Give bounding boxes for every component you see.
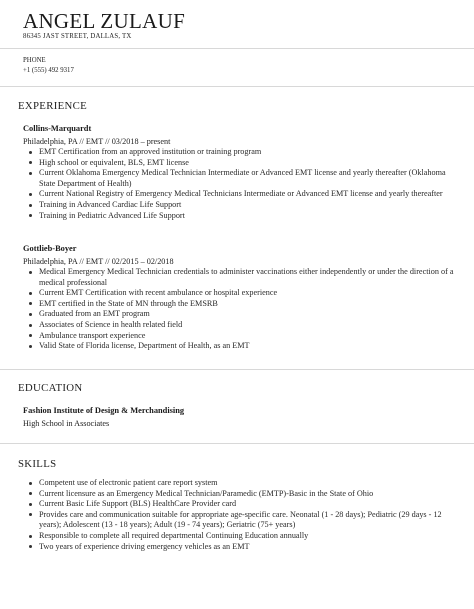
candidate-address: 86345 JAST STREET, DALLAS, TX (23, 33, 132, 40)
list-item: Responsible to complete all required departmental Continuing Education annually (23, 531, 463, 542)
list-item: Graduated from an EMT program (23, 309, 463, 320)
bullet-icon (29, 324, 32, 327)
list-item: Training in Pediatric Advanced Life Support (23, 211, 463, 222)
list-item: High school or equivalent, BLS, EMT license (23, 158, 463, 169)
bullet-icon (29, 313, 32, 316)
list-item: Current National Registry of Emergency Medical Technicians Intermediate or Advanced EMT license and yearly thereafter (23, 189, 463, 200)
list-item: Valid State of Florida license, Department of Health, as an EMT (23, 341, 463, 352)
bullet-icon (29, 172, 32, 175)
experience-heading: EXPERIENCE (18, 100, 87, 112)
phone-number: +1 (555) 492 9317 (23, 67, 74, 74)
skills-list (23, 478, 463, 552)
list-item: Associates of Science in health related field (23, 320, 463, 331)
skills-entry (23, 478, 463, 552)
bullet-icon (29, 214, 32, 217)
list-item: EMT certified in the State of MN through the EMSRB (23, 299, 463, 310)
school-name: Fashion Institute of Design & Merchandising (23, 406, 185, 415)
phone-label: PHONE (23, 57, 46, 64)
list-item: Current licensure as an Emergency Medical Technician/Paramedic (EMTP)-Basic in the State of Ohio (23, 489, 463, 500)
bullet-icon (29, 482, 32, 485)
job-entry (23, 243, 463, 352)
bullet-icon (29, 204, 32, 207)
bullet-icon (29, 151, 32, 154)
list-item: Current Oklahoma Emergency Medical Technician Intermediate or Advanced EMT license and yearly thereafter (Oklahoma State Department of Health) (23, 168, 463, 189)
job-meta: Philadelphia, PA // EMT // 02/2015 – 02/2018 (23, 257, 174, 266)
list-item: Current EMT Certification with recent ambulance or hospital experience (23, 288, 463, 299)
bullet-icon (29, 302, 32, 305)
job-bullets (23, 267, 463, 352)
list-item: Current Basic Life Support (BLS) HealthCare Provider card (23, 499, 463, 510)
list-item: Competent use of electronic patient care report system (23, 478, 463, 489)
bullet-icon (29, 161, 32, 164)
education-heading: EDUCATION (18, 382, 83, 394)
job-meta: Philadelphia, PA // EMT // 03/2018 – present (23, 137, 171, 146)
bullet-icon (29, 492, 32, 495)
header-divider (0, 48, 474, 49)
education-divider (0, 443, 474, 444)
job-bullets (23, 147, 463, 221)
bullet-icon (29, 535, 32, 538)
bullet-icon (29, 292, 32, 295)
company-name: Collins-Marquardt (23, 124, 92, 133)
experience-divider (0, 369, 474, 370)
bullet-icon (29, 503, 32, 506)
list-item: EMT Certification from an approved institution or training program (23, 147, 463, 158)
bullet-icon (29, 271, 32, 274)
contact-divider (0, 86, 474, 87)
skills-heading: SKILLS (18, 458, 57, 470)
list-item: Ambulance transport experience (23, 331, 463, 342)
company-name: Gottlieb-Boyer (23, 244, 77, 253)
list-item: Provides care and communication suitable for appropriate age-specific care. Neonatal (1 - 28 days); Pediatric (29 days - 12 years); Adolescent (13 - 18 years); Adult (19 - 74 years); Geriatric (75+ years) (23, 510, 463, 531)
education-entry (23, 405, 463, 429)
bullet-icon (29, 545, 32, 548)
list-item: Training in Advanced Cardiac Life Support (23, 200, 463, 211)
job-entry (23, 123, 463, 221)
list-item: Two years of experience driving emergency vehicles as an EMT (23, 542, 463, 553)
bullet-icon (29, 334, 32, 337)
candidate-name: ANGEL ZULAUF (23, 9, 186, 33)
bullet-icon (29, 193, 32, 196)
bullet-icon (29, 345, 32, 348)
list-item: Medical Emergency Medical Technician credentials to administer vaccinations either independently or under the direction of a medical professional (23, 267, 463, 288)
bullet-icon (29, 513, 32, 516)
degree: High School in Associates (23, 419, 110, 428)
